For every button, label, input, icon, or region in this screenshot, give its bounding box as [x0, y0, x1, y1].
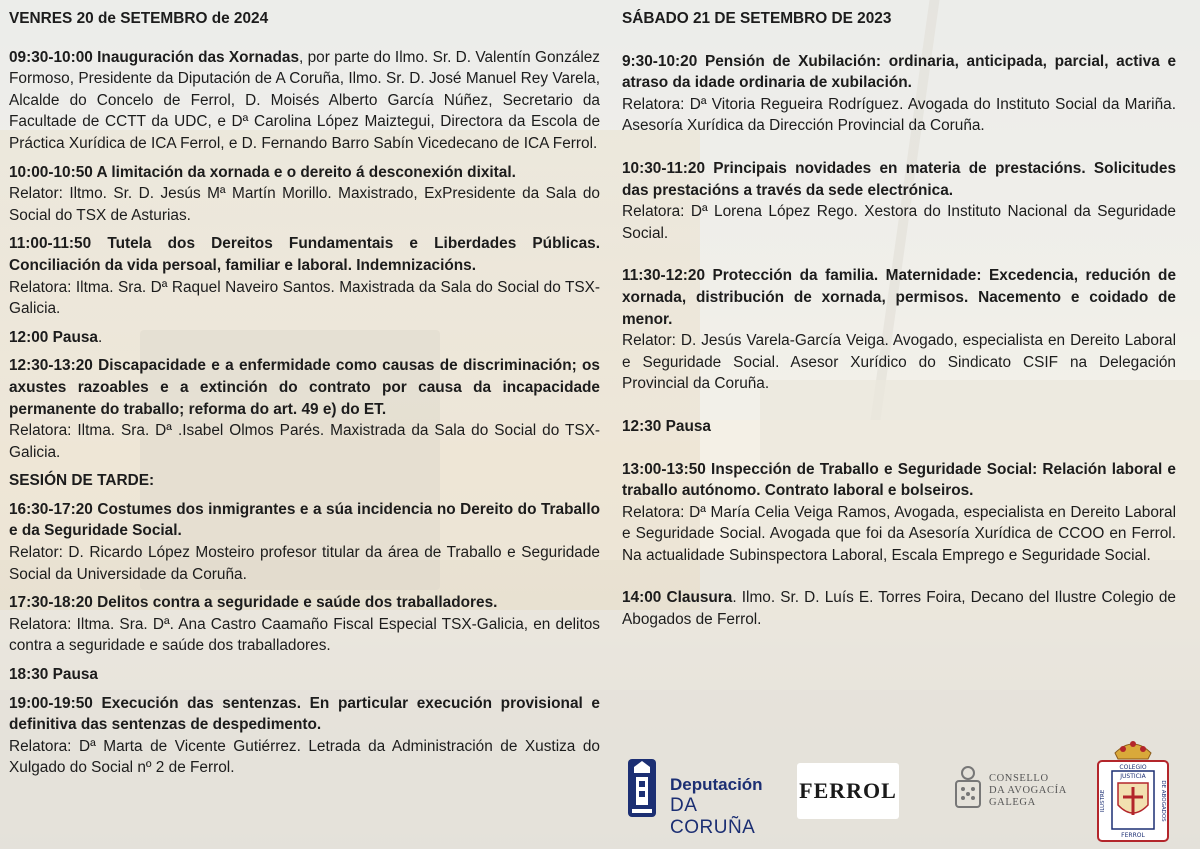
afternoon-heading: [9, 470, 600, 492]
svg-text:JUSTICIA: JUSTICIA: [1120, 773, 1146, 780]
session-speaker: Relator: D. Ricardo López Mosteiro profesor titular da área de Traballo e Seguridade Social da Universidade da Coruña.: [9, 544, 600, 583]
svg-text:ILUSTRE: ILUSTRE: [1100, 789, 1106, 813]
session-speaker: Relatora: Dª Marta de Vicente Gutiérrez. Letrada da Administración de Xustiza do Xulgado do Social nº 2 de Ferrol.: [9, 737, 600, 777]
consello-crest-icon: [950, 765, 986, 811]
session-break-1230: [622, 416, 1176, 438]
ferrol-wordmark: FERROL: [799, 778, 897, 803]
session-speaker: Relatora: Dª María Celia Veiga Ramos, Avogada, especialista en Dereito Laboral e Seguridade Social. Avogada que foi da Asesoría Xurídica de CCOO en Ferrol. Na actualidade Subinspectora Laboral, Escala Emprego e Seguridade Social.: [622, 503, 1176, 564]
seal-crest-icon: [1090, 735, 1176, 843]
session-title: 12:00 Pausa: [9, 328, 98, 346]
session-title: 12:30 Pausa: [622, 417, 711, 435]
session-speaker: Relator: Iltmo. Sr. D. Jesús Mª Martín Morillo. Maxistrado, ExPresidente da Sala do Social do TSX de Asturias.: [9, 185, 600, 224]
consello-logo: [950, 765, 1070, 815]
session-title: 11:00-11:50 Tutela dos Dereitos Fundamentais e Liberdades Públicas. Conciliación da vida persoal, familiar e laboral. Indemnizacións.: [9, 235, 600, 274]
session-disconnection: [9, 162, 600, 227]
session-speaker: Relatora: Iltma. Sra. Dª. Ana Castro Caamaño Fiscal Especial TSX-Galicia, en delitos contra a seguridade e saúde dos traballadores.: [9, 615, 600, 655]
session-speaker: Relatora: Dª Lorena López Rego. Xestora do Instituto Nacional da Seguridade Social.: [622, 203, 1176, 242]
session-speaker: Relatora: Iltma. Sra. Dª .Isabel Olmos Parés. Maxistrada da Sala do Social do TSX-Galicia.: [9, 422, 600, 461]
session-title: 13:00-13:50 Inspección de Traballo e Seguridade Social: Relación laboral e traballo autónomo. Contrato laboral e bolseiros.: [622, 460, 1176, 500]
session-judgments: [9, 693, 600, 779]
session-break-1830: [9, 664, 600, 686]
session-title: 16:30-17:20 Costumes dos inmigrantes e a súa incidencia no Dereito do Traballo e da Seguridade Social.: [9, 500, 600, 540]
consello-line2: DA AVOGACÍA: [989, 785, 1067, 796]
ferrol-logo: [797, 763, 899, 819]
colegio-abogados-seal: [1090, 735, 1176, 843]
session-family: [622, 265, 1176, 395]
saturday-program: [622, 8, 1176, 652]
deputacion-name: Deputación: [670, 775, 763, 794]
consello-line1: CONSELLO: [989, 773, 1049, 784]
deputacion-province: DA CORUÑA: [670, 795, 756, 838]
session-closing: [622, 587, 1176, 630]
session-title: 18:30 Pausa: [9, 666, 98, 684]
friday-heading: VENRES 20 de SETEMBRO de 2024: [9, 10, 269, 27]
session-disability: [9, 355, 600, 463]
session-immigrants: [9, 499, 600, 585]
section-title: SESIÓN DE TARDE:: [9, 472, 155, 490]
saturday-heading: SÁBADO 21 DE SETEMBRO DE 2023: [622, 10, 892, 27]
svg-text:DE ABOGADOS: DE ABOGADOS: [1160, 780, 1166, 822]
session-speaker: Relatora: Iltma. Sra. Dª Raquel Naveiro Santos. Maxistrada da Sala do Social do TSX-Galicia.: [9, 278, 600, 318]
session-speaker: Relator: D. Jesús Varela-García Veiga. Avogado, especialista en Dereito Laboral e Seguridade Social. Asesor Xurídico do Sindicato CSIF na Delegación Provincial da Coruña.: [622, 332, 1176, 393]
session-title: 09:30-10:00 Inauguración das Xornadas: [9, 48, 300, 66]
session-break-1200: [9, 327, 600, 349]
sponsor-logos: [610, 735, 1200, 845]
session-title: 14:00 Clausura: [622, 589, 733, 607]
session-text: . Ilmo. Sr. D. Luís E. Torres Foira, Decano del Ilustre Colegio de Abogados de Ferrol.: [622, 589, 1176, 629]
session-title: 11:30-12:20 Protección da familia. Maternidade: Excedencia, redución de xornada, distribución de xornada, permisos. Nacemento e coidado de menor.: [622, 267, 1176, 328]
session-title: 12:30-13:20 Discapacidade e a enfermidade como causas de discriminación; os axustes razoables e a extinción do contrato por causa da incapacidade permanente do traballo; reforma do art. 49 e) do ET.: [9, 357, 600, 418]
session-text: , por parte do Ilmo. Sr. D. Valentín González Formoso, Presidente da Diputación de A Coruña, Ilmo. Sr. D. José Manuel Rey Varela, Alcalde do Concelo de Ferrol, D. Moisés Alberto García Núñez, Secretario da Facultade de CCTT da UDC, e Dª Carolina López Maiztegui, Directora da Escola de Práctica Xurídica de ICA Ferrol, e D. Fernando Barro Sabín Vicedecano de ICA Ferrol.: [9, 48, 601, 152]
session-crimes: [9, 592, 600, 657]
session-inspection: [622, 459, 1176, 567]
consello-line3: GALEGA: [989, 797, 1036, 808]
session-text: .: [98, 328, 103, 346]
session-speaker: Relatora: Dª Vitoria Regueira Rodríguez. Avogada do Instituto Social da Mariña. Asesoría Xurídica da Dirección Provincial da Coruña.: [622, 95, 1176, 135]
session-title: 10:00-10:50 A limitación da xornada e o dereito á desconexión dixital.: [9, 163, 516, 181]
tower-emblem-icon: [622, 753, 662, 823]
session-title: 17:30-18:20 Delitos contra a seguridade e saúde dos traballadores.: [9, 594, 498, 612]
session-benefits: [622, 158, 1176, 244]
svg-text:COLEGIO: COLEGIO: [1119, 764, 1147, 771]
session-title: 9:30-10:20 Pensión de Xubilación: ordinaria, anticipada, parcial, activa e atraso da idade ordinaria de xubilación.: [622, 52, 1176, 92]
friday-program: [9, 8, 600, 786]
session-opening: [9, 47, 600, 155]
session-title: 19:00-19:50 Execución das sentenzas. En particular execución provisional e definitiva das sentenzas de despedimento.: [9, 694, 600, 734]
svg-text:FERROL: FERROL: [1121, 832, 1145, 839]
session-retirement: [622, 51, 1176, 137]
session-fundamental-rights: [9, 233, 600, 319]
deputacion-logo: [622, 753, 777, 838]
session-title: 10:30-11:20 Principais novidades en materia de prestacións. Solicitudes das prestacións a través da sede electrónica.: [622, 159, 1176, 199]
